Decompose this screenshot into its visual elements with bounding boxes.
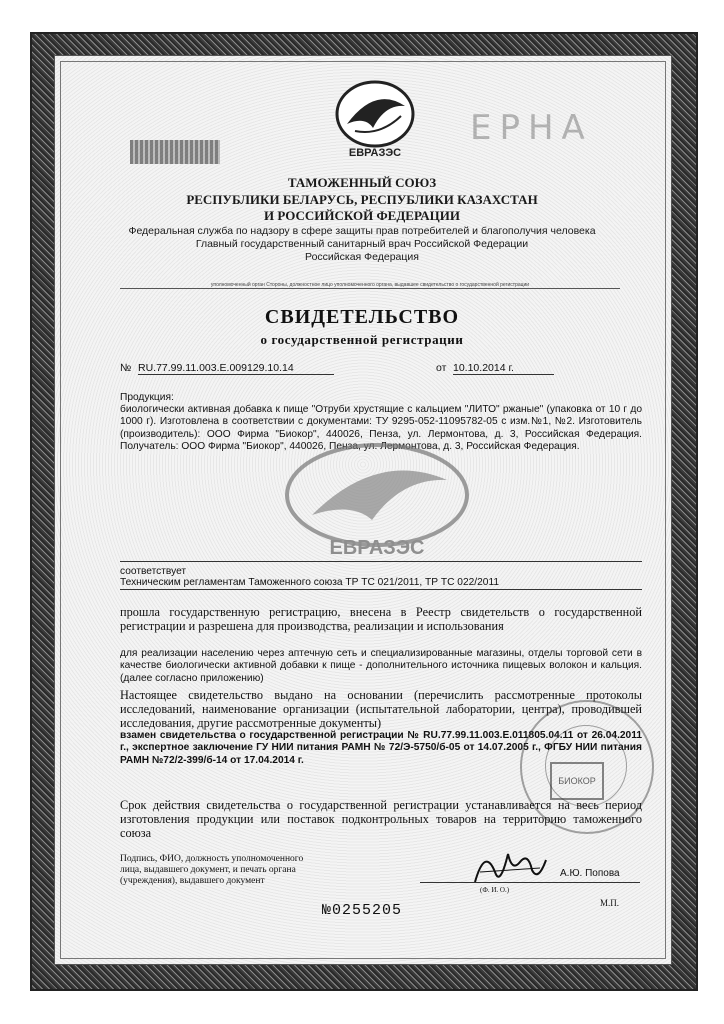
basis-documents: взамен свидетельства о государственной регистрации № RU.77.99.11.003.E.011805.04.11 от 26.04.2011 г., экспертное заключение ГУ НИИ питания РАМН № 72/Э-5750/б-05 от 14.07.2005 г., ФГБУ НИИ питания РАМН №72/2-399/б-14 от 17.04.2014 г. bbox=[120, 730, 642, 766]
product-divider bbox=[120, 561, 642, 562]
seal-place-caption: М.П. bbox=[600, 898, 620, 908]
registration-number: RU.77.99.11.003.E.009129.10.14 bbox=[138, 362, 334, 375]
date-prefix: от bbox=[436, 362, 447, 374]
agency-official: Главный государственный санитарный врач Российской Федерации bbox=[195, 238, 529, 250]
compliance-label: соответствует bbox=[120, 566, 187, 577]
signature-line bbox=[420, 882, 640, 883]
serial-number: №0255205 bbox=[322, 902, 403, 919]
product-label: Продукция: bbox=[120, 392, 174, 403]
registration-date: 10.10.2014 г. bbox=[453, 362, 554, 375]
signature-caption: Подпись, ФИО, должность уполномоченного лица, выдавшего документ, и печать органа (учреждения), выдавшего документ bbox=[120, 854, 304, 886]
security-pattern-strip bbox=[130, 140, 220, 164]
background-watermark-word: ЕРНА bbox=[470, 108, 593, 148]
document-title: СВИДЕТЕЛЬСТВО bbox=[264, 306, 460, 328]
registration-statement: прошла государственную регистрацию, внесена в Реестр свидетельств о государственной регистрации и разрешена для производства, реализации и использования bbox=[120, 605, 642, 633]
header-customs-union: ТАМОЖЕННЫЙ СОЮЗ bbox=[287, 175, 437, 190]
eurasec-watermark-logo bbox=[262, 440, 492, 560]
agency-country: Российская Федерация bbox=[305, 251, 419, 263]
basis-statement: Настоящее свидетельство выдано на основании (перечислить рассмотренные протоколы исследований, наименование организации (испытательной лаборатории, центра), проводившей исследования, другие рассмотренные документы) bbox=[120, 688, 642, 730]
number-prefix: № bbox=[120, 362, 132, 374]
validity-statement: Срок действия свидетельства о государственной регистрации устанавливается на весь период изготовления продукции или поставок подконтрольных товаров на территорию таможенного союза bbox=[120, 798, 642, 840]
eurasec-logo bbox=[325, 76, 425, 162]
signatory-name: А.Ю. Попова bbox=[560, 868, 620, 879]
product-description: биологически активная добавка к пище "Отруби хрустящие с кальцием "ЛИТО" ржаные" (упаковка от 10 г до 1000 г). Изготовлена в соответствии с документами: ТУ 9295-052-11095782-05 с изм.№1, №2. Изготовитель (производитель): ООО Фирма "Биокор", 440026, Пенза, ул. Лермонтова, д. 3, Российская Федерация. Получатель: ООО Фирма "Биокор", 440026, Пенза, ул. Лермонтова, д. 3, Российская Федерация. bbox=[120, 404, 642, 453]
signatory-name-caption: (Ф. И. О.) bbox=[480, 886, 510, 894]
document-subtitle: о государственной регистрации bbox=[260, 332, 464, 347]
compliance-regulations: Техническим регламентам Таможенного союза ТР ТС 021/2011, ТР ТС 022/2011 bbox=[120, 577, 642, 590]
authority-caption: уполномоченный орган Стороны, должностное лицо уполномоченного органа, выдавшее свидетельство о государственной регистрации bbox=[120, 282, 620, 289]
header-russian-federation: И РОССИЙСКОЙ ФЕДЕРАЦИИ bbox=[264, 208, 460, 223]
agency-name: Федеральная служба по надзору в сфере защиты прав потребителей и благополучия человека bbox=[128, 225, 596, 237]
header-republics: РЕСПУБЛИКИ БЕЛАРУСЬ, РЕСПУБЛИКИ КАЗАХСТАН bbox=[186, 192, 538, 207]
logo-text: ЕВРАЗЭС bbox=[348, 147, 402, 159]
watermark-logo-text: ЕВРАЗЭС bbox=[329, 537, 425, 559]
usage-scope: для реализации населению через аптечную сеть и специализированные магазины, отделы торговой сети в качестве биологически активной добавки к пище - дополнительного источника пищевых волокон и кальция. (далее согласно приложению) bbox=[120, 648, 642, 684]
seal-box-label: БИОКОР bbox=[550, 762, 604, 800]
handwritten-signature bbox=[470, 842, 550, 892]
